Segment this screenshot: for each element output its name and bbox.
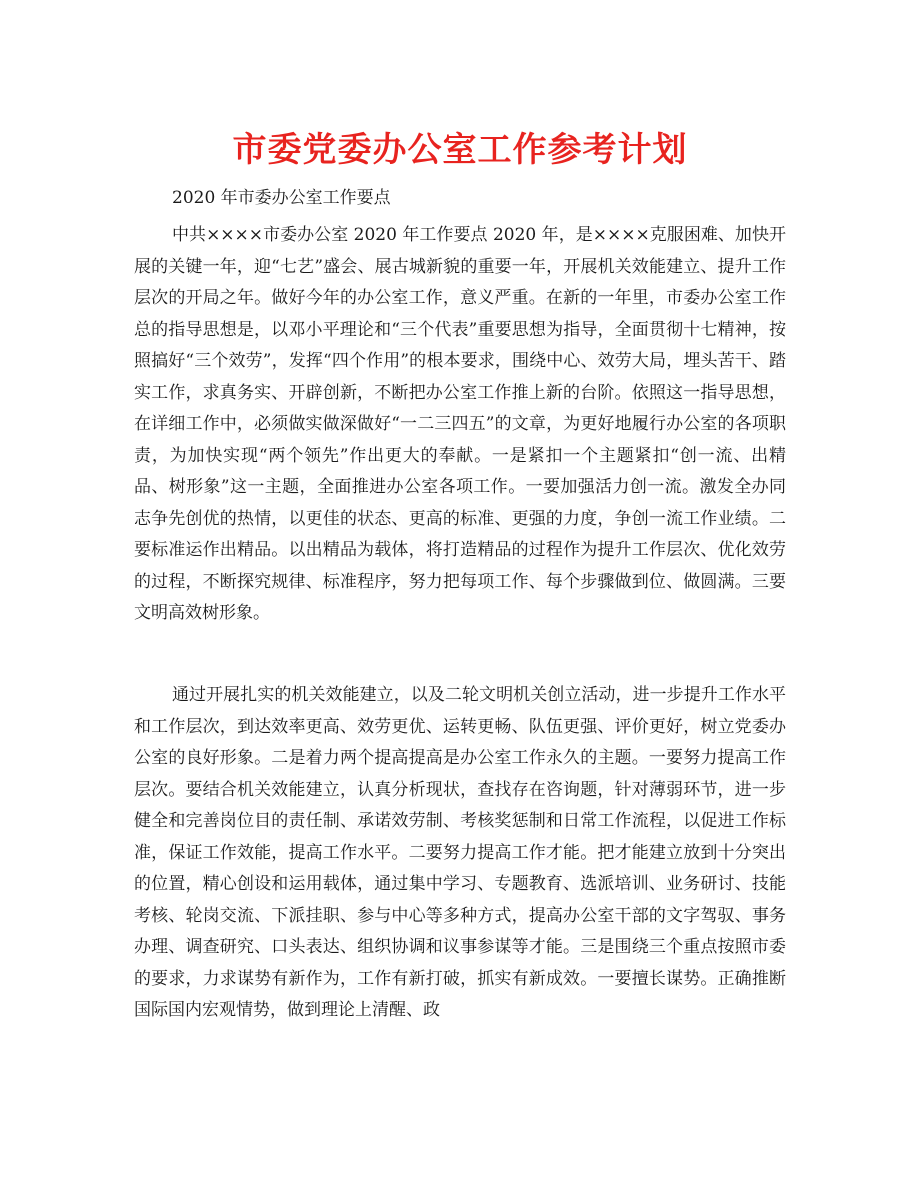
body-paragraph-1: 中共××××市委办公室 2020 年工作要点 2020 年，是××××克服困难、加快开展的关键一年，迎“七艺”盛会、展古城新貌的重要一年，开展机关效能建立、提升工作层次的开局之年。做好今年的办公室工作，意义严重。在新的一年里，市委办公室工作总的指导思想是，以邓小平理论和“三个代表”重要思想为指导，全面贯彻十七精神，按照搞好“三个效劳”，发挥“四个作用”的根本要求，围绕中心、效劳大局，埋头苦干、踏实工作，求真务实、开辟创新，不断把办公室工作推上新的台阶。依照这一指导思想，在详细工作中，必须做实做深做好“一二三四五”的文章，为更好地履行办公室的各项职责，为加快实现“两个领先”作出更大的奉献。一是紧扣一个主题紧扣“创一流、出精品、树形象”这一主题，全面推进办公室各项工作。一要加强活力创一流。激发全办同志争先创优的热情，以更佳的状态、更高的标准、更强的力度，争创一流工作业绩。二要标准运作出精品。以出精品为载体，将打造精品的过程作为提升工作层次、优化效劳的过程，不断探究规律、标准程序，努力把每项工作、每个步骤做到位、做圆满。三要文明高效树形象。 xyxy=(134,225,786,623)
document-subtitle: 2020 年市委办公室工作要点 xyxy=(172,188,391,208)
body-paragraph-2: 通过开展扎实的机关效能建立，以及二轮文明机关创立活动，进一步提升工作水平和工作层次，到达效率更高、效劳更优、运转更畅、队伍更强、评价更好，树立党委办公室的良好形象。二是着力两个提高提高是办公室工作永久的主题。一要努力提高工作层次。要结合机关效能建立，认真分析现状，查找存在咨询题，针对薄弱环节，进一步健全和完善岗位目的责任制、承诺效劳制、考核奖惩制和日常工作流程，以促进工作标准，保证工作效能，提高工作水平。二要努力提高工作才能。把才能建立放到十分突出的位置，精心创设和运用载体，通过集中学习、专题教育、选派培训、业务研讨、技能考核、轮岗交流、下派挂职、参与中心等多种方式，提高办公室干部的文字驾驭、事务办理、调查研究、口头表达、组织协调和议事参谋等才能。三是围绕三个重点按照市委的要求，力求谋势有新作为，工作有新打破，抓实有新成效。一要擅长谋势。正确推断国际国内宏观情势，做到理论上清醒、政 xyxy=(134,685,786,1020)
document-title: 市委党委办公室工作参考计划 xyxy=(232,130,688,170)
